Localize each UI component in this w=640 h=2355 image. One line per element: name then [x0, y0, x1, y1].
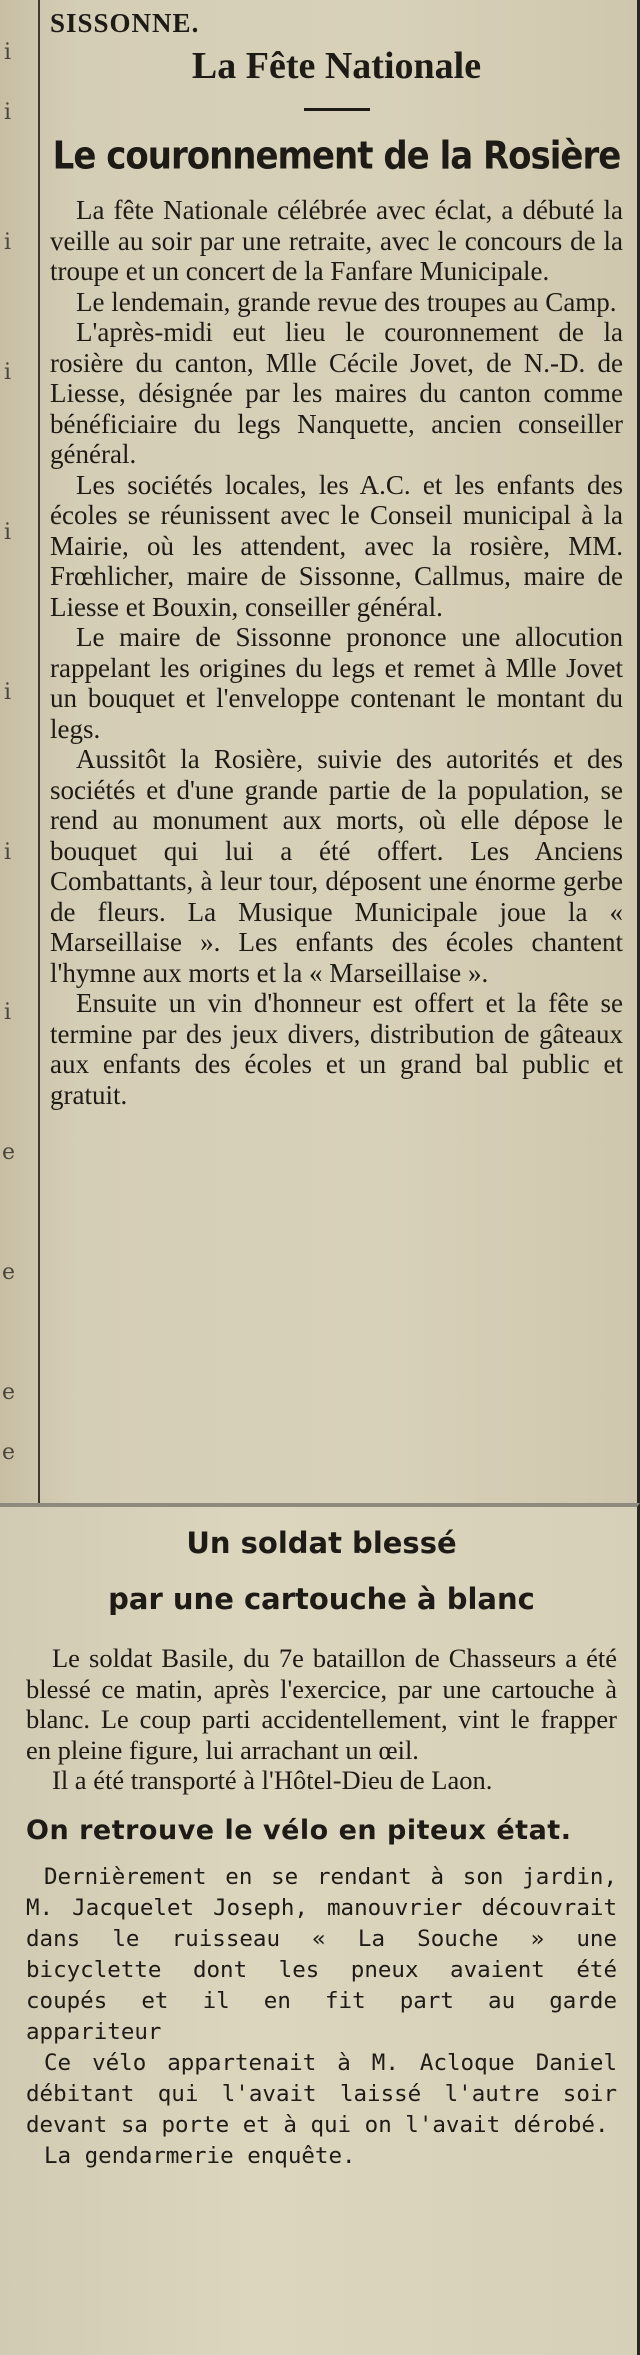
article-body-velo: [26, 1862, 617, 2172]
headline-rosiere: Le couronnement de la Rosière: [52, 133, 621, 179]
title-rule: [304, 108, 370, 111]
gutter-mark: i: [4, 520, 12, 545]
clipping-soldat-blesse: [0, 1503, 640, 2355]
article-paragraph: Dernièrement en se rendant à son jardin, M. Jacquelet Joseph, manouvrier découvrait dans le ruisseau « La Souche » une bicyclette dont les pneux avaient été coupés et il en fit part au garde appariteur: [26, 1863, 617, 2045]
gutter-mark: i: [4, 230, 12, 255]
gutter-mark: e: [2, 1260, 16, 1285]
gutter-mark: e: [2, 1380, 16, 1405]
gutter-mark: i: [4, 100, 12, 125]
article-paragraph: L'après-midi eut lieu le couronnement de la rosière du canton, Mlle Cécile Jovet, de N.-D. de Liesse, désignée par les maires du canton comme bénéficiaire du legs Nanquette, ancien conseiller général.: [50, 317, 623, 469]
article-paragraph: La gendarmerie enquête.: [44, 2142, 356, 2169]
article-paragraph: Le soldat Basile, du 7e bataillon de Chasseurs a été blessé ce matin, après l'exercice, par une cartouche à blanc. Le coup parti accidentellement, vint le frapper en pleine figure, lui arrachant un œil.: [26, 1643, 617, 1765]
article-body-rosiere: [50, 195, 623, 1110]
gutter-mark: i: [4, 40, 12, 65]
article-paragraph: La fête Nationale célébrée avec éclat, a débuté la veille au soir par une retraite, avec le concours de la troupe et un concert de la Fanfare Municipale.: [50, 195, 623, 286]
headline-soldat-line2: par une cartouche à blanc: [108, 1582, 535, 1616]
subhead-velo: On retrouve le vélo en piteux état.: [26, 1814, 572, 1846]
article-paragraph: Les sociétés locales, les A.C. et les enfants des écoles se réunissent avec le Conseil municipal à la Mairie, où les attendent, avec la rosière, MM. Frœhlicher, maire de Sissonne, Callmus, maire de Liesse et Bouxin, conseiller général.: [50, 469, 623, 622]
article-body-soldat: [26, 1643, 617, 1796]
section-title: La Fête Nationale: [191, 45, 482, 87]
article-paragraph: Ensuite un vin d'honneur est offert et la fête se termine par des jeux divers, distribution de gâteaux aux enfants des écoles et un grand bal public et gratuit.: [50, 988, 623, 1110]
article-paragraph: Le maire de Sissonne prononce une allocution rappelant les origines du legs et remet à Mlle Jovet un bouquet et l'enveloppe contenant le montant du legs.: [50, 622, 623, 744]
gutter-mark: e: [2, 1440, 16, 1465]
article-paragraph: Il a été transporté à l'Hôtel-Dieu de Laon.: [52, 1765, 493, 1796]
gutter-mark: i: [4, 360, 12, 385]
gutter-mark: i: [4, 680, 12, 705]
headline-soldat-line1: Un soldat blessé: [186, 1526, 457, 1560]
article-paragraph: Ce vélo appartenait à M. Acloque Daniel débitant qui l'avait laissé l'autre soir devant sa porte et à qui on l'avait dérobé.: [26, 2049, 617, 2138]
article-paragraph: Le lendemain, grande revue des troupes au Camp.: [76, 286, 617, 317]
gutter-mark: i: [4, 840, 12, 865]
left-margin-gutter: [0, 0, 18, 1503]
article-paragraph: Aussitôt la Rosière, suivie des autorités et des sociétés et d'une grande partie de la population, se rend au monument aux morts, où elle dépose le bouquet qui lui a été offert. Les Anciens Combattants, à leur tour, déposent une énorme gerbe de fleurs. La Musique Municipale joue la « Marseillaise ». Les enfants des écoles chantent l'hymne aux morts et la « Marseillaise ».: [50, 744, 623, 988]
column-rule: [38, 0, 40, 1503]
gutter-mark: i: [4, 1000, 12, 1025]
gutter-mark: e: [2, 1140, 16, 1165]
dateline: SISSONNE.: [50, 8, 200, 38]
